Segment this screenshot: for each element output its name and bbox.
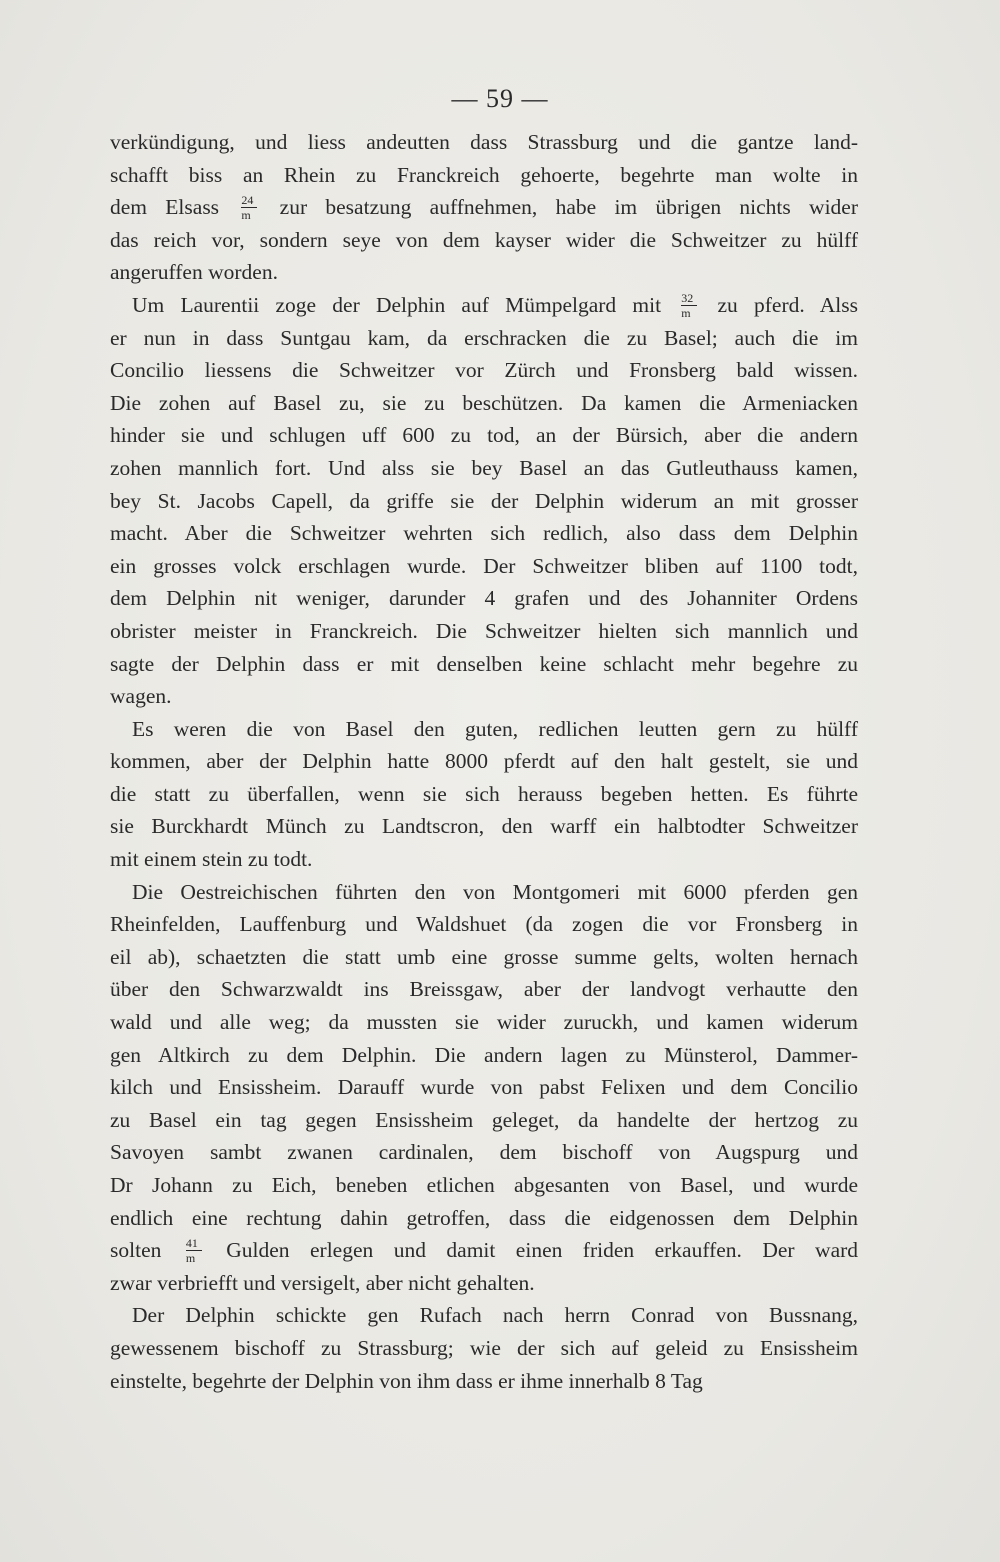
text-fragment: dem Elsass [110,195,220,220]
fraction [186,1237,202,1264]
text-line: Die zohen auf Basel zu, sie zu beschützen. Da kamen die Armeniacken [110,390,858,415]
text-line [110,289,858,322]
text-line: zwar verbriefft und versigelt, aber nicht gehalten. [110,1270,535,1295]
text-line: dem Delphin nit weniger, darunder 4 grafen und des Johanniter Ordens [110,586,858,611]
text-fragment: Um Laurentii zoge der Delphin auf Mümpelgard mit [132,292,662,317]
text-line: einstelte, begehrte der Delphin von ihm dass er ihme innerhalb 8 Tag [110,1368,703,1393]
text-line: Es weren die von Basel den guten, redlichen leutten gern zu hülff [132,716,858,741]
text-fragment: zu pferd. Alss [717,292,858,317]
text-line: angeruffen worden. [110,260,278,285]
text-fragment: zur besatzung auffnehmen, habe im übrigen nichts wider [279,195,859,220]
text-line: kommen, aber der Delphin hatte 8000 pferdt auf den halt gestelt, sie und [110,749,858,774]
text-line: zu Basel ein tag gegen Ensissheim geleget, da handelte der hertzog zu [110,1107,858,1132]
text-line: sie Burckhardt Münch zu Landtscron, den warff ein halbtodter Schweitzer [110,814,858,839]
text-line: schafft biss an Rhein zu Franckreich gehoerte, begehrte man wolte in [110,162,858,187]
text-line [110,1234,858,1267]
text-line: hinder sie und schlugen uff 600 zu tod, an der Bürsich, aber die andern [110,423,858,448]
text-line: sagte der Delphin dass er mit denselben keine schlacht mehr begehre zu [110,651,858,676]
text-line: Die Oestreichischen führten den von Montgomeri mit 6000 pferden gen [132,879,858,904]
text-line [110,191,858,224]
text-line: wagen. [110,684,172,709]
text-line: Savoyen sambt zwanen cardinalen, dem bischoff von Augspurg und [110,1140,858,1165]
page-body-text [110,126,858,1397]
text-line: die statt zu überfallen, wenn sie sich herauss begeben hetten. Es führte [110,781,858,806]
text-line: das reich vor, sondern seye von dem kayser wider die Schweitzer zu hülff [110,227,858,252]
text-line: Rheinfelden, Lauffenburg und Waldshuet (da zogen die vor Fronsberg in [110,912,858,937]
fraction-numerator: 41 [185,1235,198,1250]
text-line: kilch und Ensissheim. Darauff wurde von pabst Felixen und dem Concilio [110,1075,858,1100]
text-line: obrister meister in Franckreich. Die Schweitzer hielten sich mannlich und [110,618,858,643]
text-line: ein grosses volck erschlagen wurde. Der Schweitzer bliben auf 1100 todt, [110,553,858,578]
fraction-denominator: m [185,1250,196,1265]
text-line: macht. Aber die Schweitzer wehrten sich redlich, also dass dem Delphin [110,521,858,546]
text-fragment: solten [110,1238,162,1263]
fraction [681,292,697,319]
page-number: — 59 — [451,84,549,113]
text-line: gen Altkirch zu dem Delphin. Die andern lagen zu Münsterol, Dammer- [110,1042,858,1067]
text-line: mit einem stein zu todt. [110,847,313,872]
fraction-denominator: m [241,207,251,222]
fraction-numerator: 24 [241,192,254,207]
fraction [241,194,257,221]
fraction-denominator: m [681,305,691,320]
text-line: er nun in dass Suntgau kam, da erschracken die zu Basel; auch die im [110,325,858,350]
text-line: Der Delphin schickte gen Rufach nach herrn Conrad von Bussnang, [132,1303,858,1328]
text-line: bey St. Jacobs Capell, da griffe sie der Delphin widerum an mit grosser [110,488,858,513]
text-line: wald und alle weg; da mussten sie wider zuruckh, und kamen widerum [110,1010,858,1035]
text-line: über den Schwarzwaldt ins Breissgaw, aber der landvogt verhautte den [110,977,858,1002]
text-line: endlich eine rechtung dahin getroffen, dass die eidgenossen dem Delphin [110,1205,858,1230]
text-line: Concilio liessens die Schweitzer vor Zürch und Fronsberg bald wissen. [110,358,858,383]
text-line: zohen mannlich fort. Und alss sie bey Basel an das Gutleuthauss kamen, [110,455,858,480]
text-fragment: Gulden erlegen und damit einen friden erkauffen. Der ward [226,1238,859,1263]
fraction-numerator: 32 [681,290,694,305]
text-line: verkündigung, und liess andeutten dass Strassburg und die gantze land- [110,130,858,154]
text-line: gewessenem bischoff zu Strassburg; wie der sich auf geleid zu Ensissheim [110,1335,858,1360]
text-line: eil ab), schaetzten die statt umb eine grosse summe gelts, wolten hernach [110,944,858,969]
text-line: Dr Johann zu Eich, beneben etlichen abgesanten von Basel, und wurde [110,1173,858,1197]
